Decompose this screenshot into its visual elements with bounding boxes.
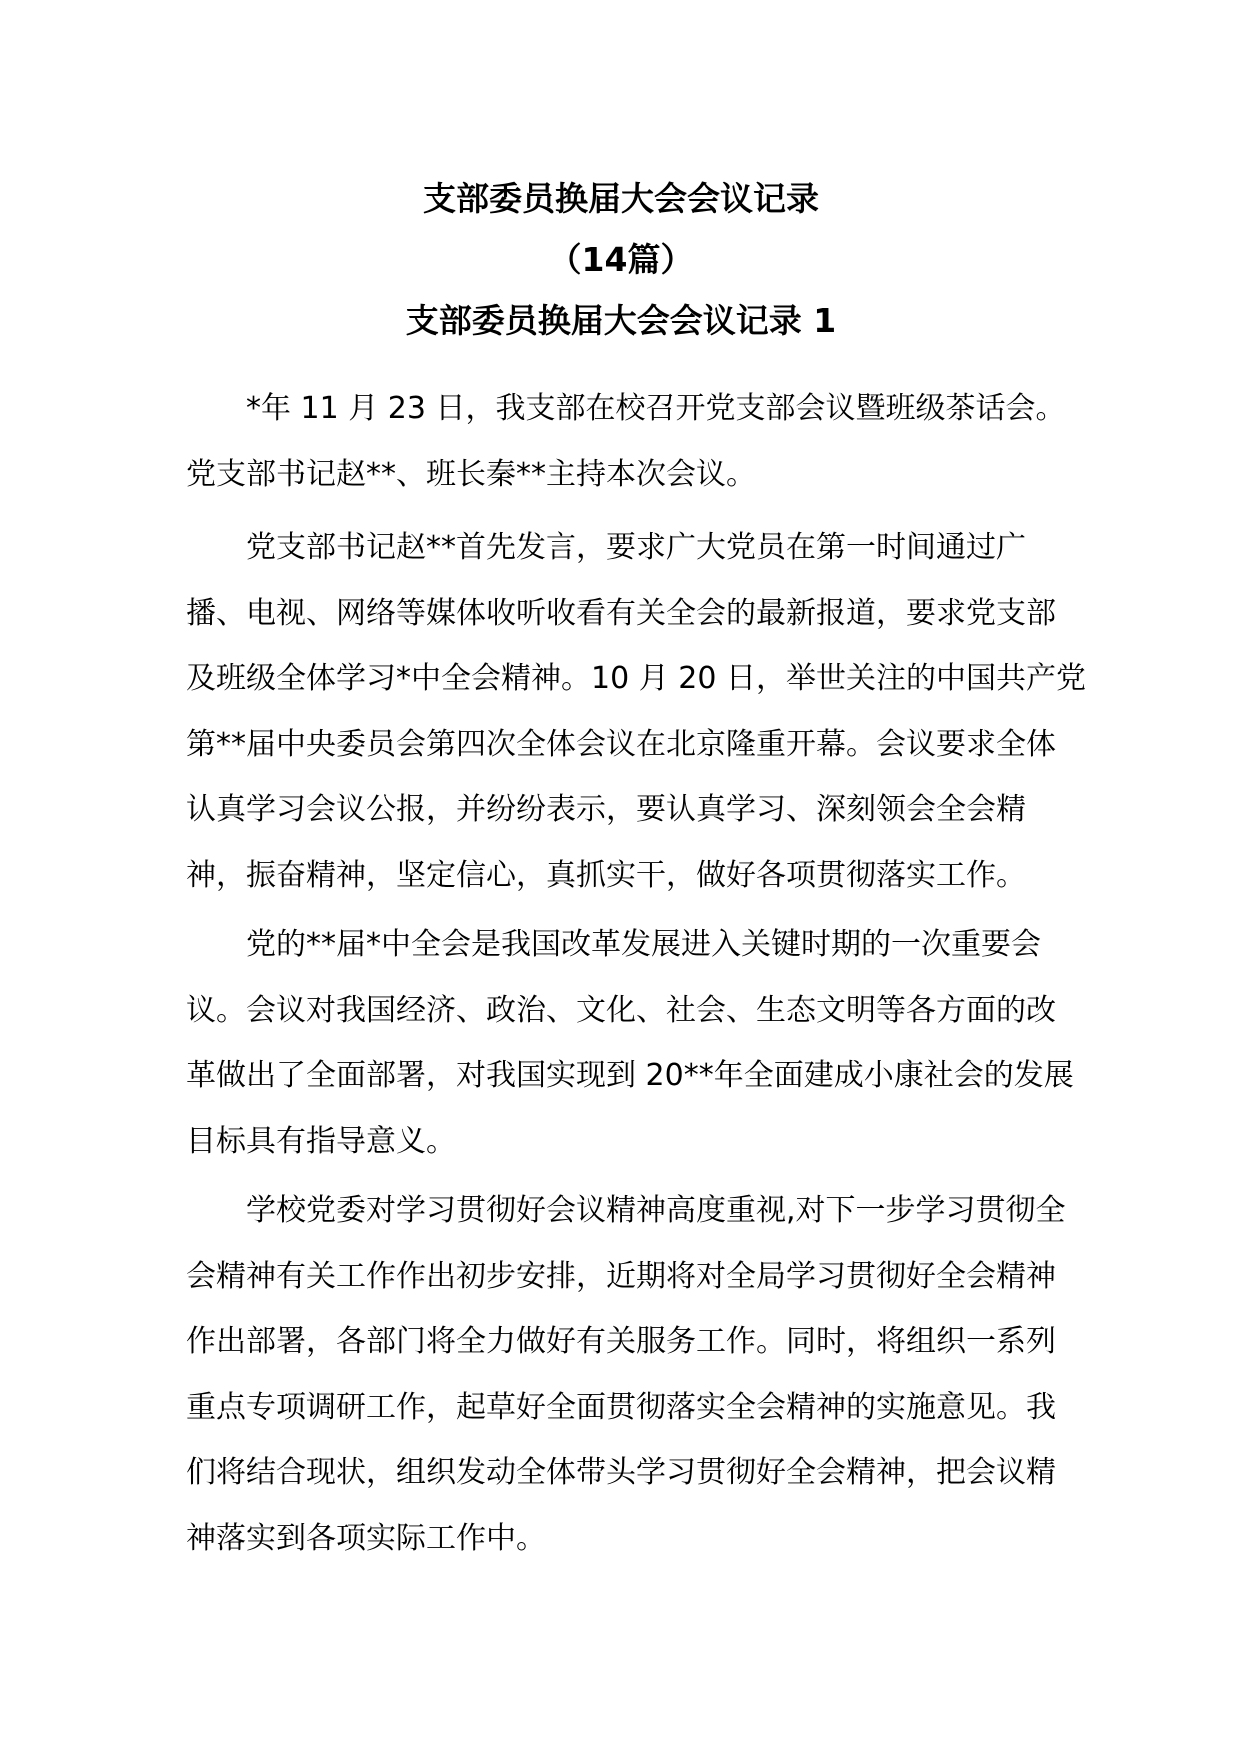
text-line: 学校党委对学习贯彻好会议精神高度重视,对下一步学习贯彻全 bbox=[246, 1193, 1066, 1228]
text-line: 革做出了全面部署，对我国实现到 20**年全面建成小康社会的发展 bbox=[186, 1058, 1074, 1093]
text-line: *年 11 月 23 日，我支部在校召开党支部会议暨班级茶话会。 bbox=[246, 391, 1066, 426]
paragraph bbox=[186, 376, 1066, 507]
text-line: 党的**届*中全会是我国改革发展进入关键时期的一次重要会 bbox=[246, 927, 1041, 962]
text-line: 神，振奋精神，坚定信心，真抓实干，做好各项贯彻落实工作。 bbox=[186, 857, 1026, 893]
text-line: 党支部书记赵**首先发言，要求广大党员在第一时间通过广 bbox=[246, 530, 1026, 565]
text-line: 认真学习会议公报，并纷纷表示，要认真学习、深刻领会全会精 bbox=[186, 792, 1026, 827]
text-line: 议。会议对我国经济、政治、文化、社会、生态文明等各方面的改 bbox=[186, 992, 1056, 1028]
text-line: 党支部书记赵**、班长秦**主持本次会议。 bbox=[186, 456, 756, 492]
document-body bbox=[186, 376, 1086, 1571]
document-title: 支部委员换届大会会议记录 bbox=[423, 179, 819, 218]
text-line: 第**届中央委员会第四次全体会议在北京隆重开幕。会议要求全体 bbox=[186, 726, 1056, 762]
text-line: 神落实到各项实际工作中。 bbox=[186, 1520, 546, 1556]
document-count: （14篇） bbox=[548, 240, 694, 279]
text-line: 会精神有关工作作出初步安排，近期将对全局学习贯彻好全会精神 bbox=[186, 1258, 1056, 1294]
text-line: 重点专项调研工作，起草好全面贯彻落实全会精神的实施意见。我 bbox=[186, 1389, 1056, 1425]
paragraph bbox=[186, 1178, 1066, 1571]
text-line: 目标具有指导意义。 bbox=[186, 1123, 456, 1159]
paragraph bbox=[186, 912, 1074, 1174]
paragraph bbox=[186, 515, 1086, 908]
section-heading: 支部委员换届大会会议记录 1 bbox=[405, 301, 837, 340]
text-line: 作出部署，各部门将全力做好有关服务工作。同时，将组织一系列 bbox=[186, 1324, 1056, 1359]
title-block bbox=[186, 168, 1056, 351]
text-line: 播、电视、网络等媒体收听收看有关全会的最新报道，要求党支部 bbox=[186, 595, 1056, 631]
text-line: 们将结合现状，组织发动全体带头学习贯彻好全会精神，把会议精 bbox=[186, 1455, 1056, 1490]
text-line: 及班级全体学习*中全会精神。10 月 20 日，举世关注的中国共产党 bbox=[186, 661, 1086, 696]
